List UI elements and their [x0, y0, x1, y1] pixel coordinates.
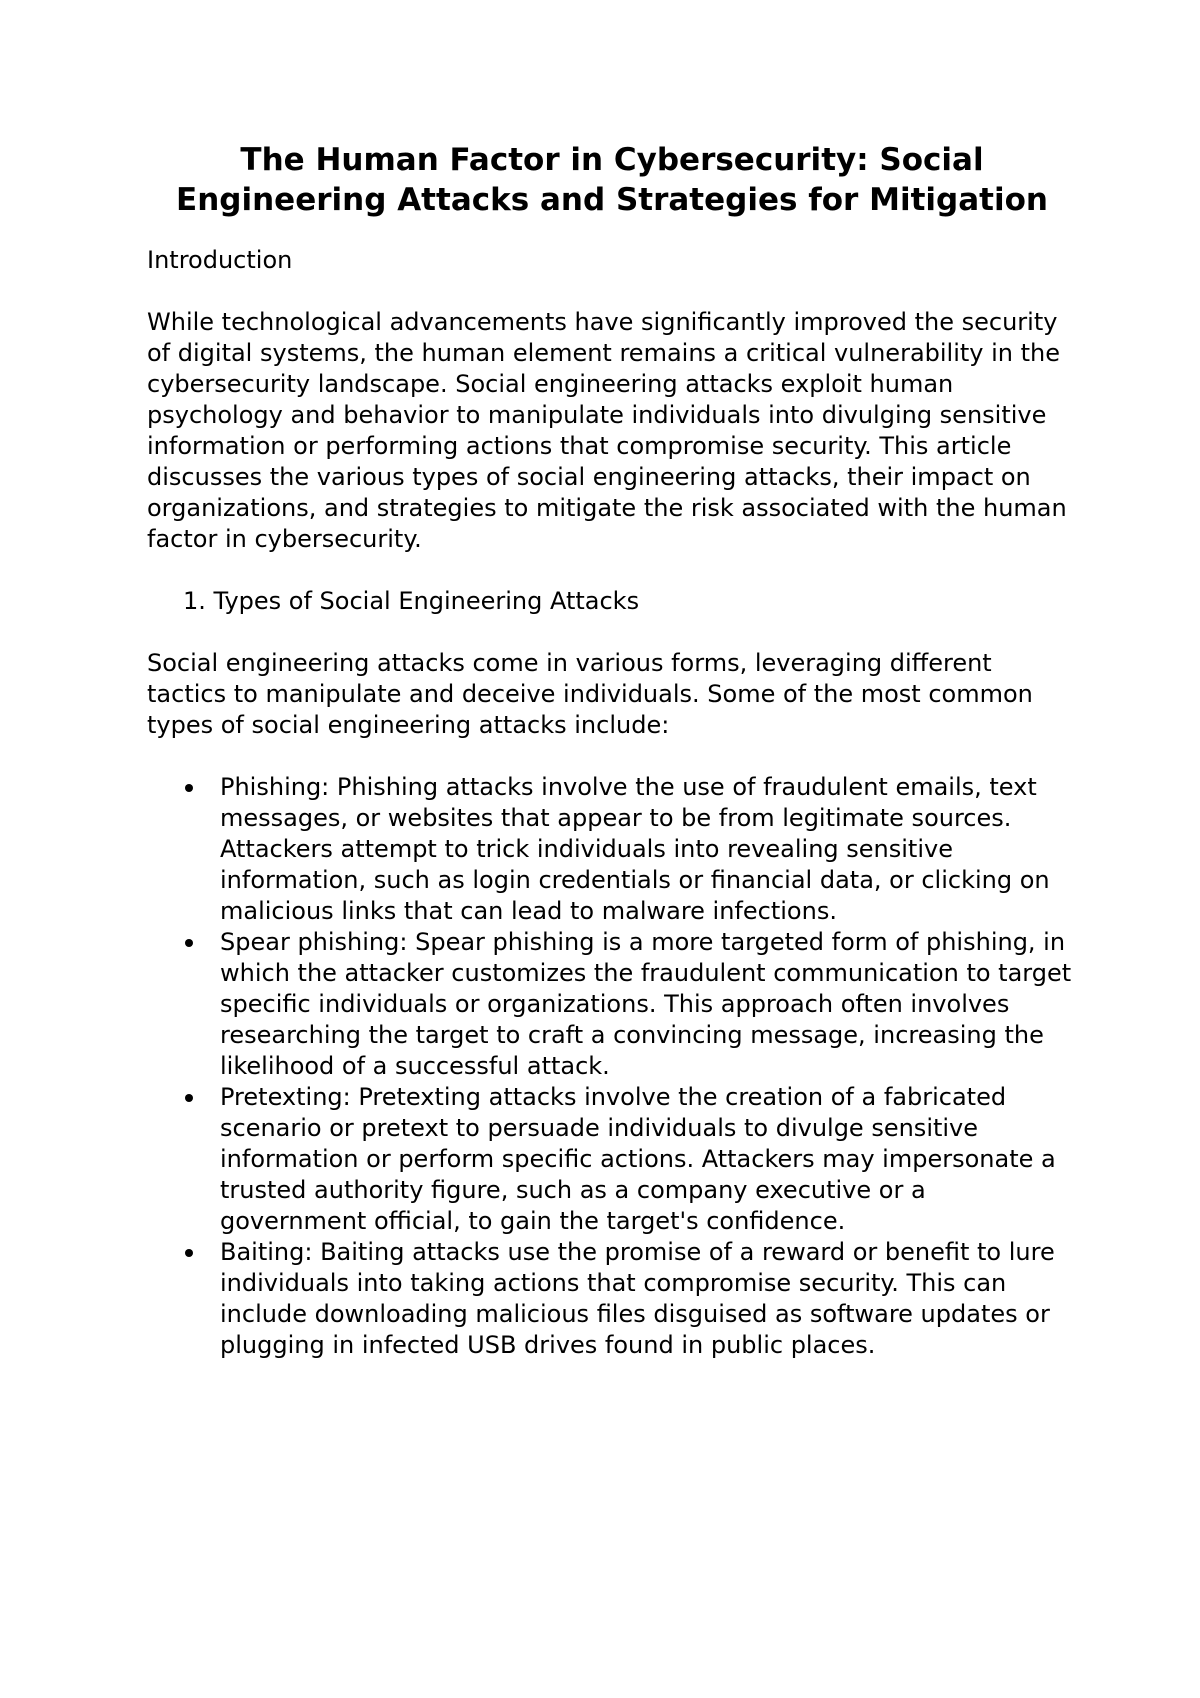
bullet-icon — [185, 784, 193, 792]
bullet-icon — [185, 1094, 193, 1102]
bullet-icon — [185, 1249, 193, 1257]
section-heading: 1. Types of Social Engineering Attacks — [183, 587, 640, 615]
list-item-text: Pretexting: Pretexting attacks involve the creation of a fabricated scenario or pretext to persuade individuals to divulge sensitive information or perform specific actions. Attackers may impersonate a trusted authority figure, such as a company executive or a government official, to gain the target's confidence. — [220, 1083, 1056, 1235]
bullet-list — [147, 772, 1077, 1361]
list-item — [147, 772, 1077, 927]
list-item — [147, 1082, 1077, 1237]
section-paragraph: Social engineering attacks come in various forms, leveraging different tactics to manipulate and deceive individuals. Some of the most common types of social engineering attacks include: — [147, 649, 1033, 739]
list-item-text: Phishing: Phishing attacks involve the use of fraudulent emails, text messages, or websites that appear to be from legitimate sources. Attackers attempt to trick individuals into revealing sensitive information, such as login credentials or financial data, or clicking on malicious links that can lead to malware infections. — [220, 773, 1050, 925]
document-content — [147, 140, 1077, 1361]
list-item — [147, 1237, 1077, 1361]
list-item — [147, 927, 1077, 1082]
list-item-text: Baiting: Baiting attacks use the promise of a reward or benefit to lure individuals into taking actions that compromise security. This can include downloading malicious files disguised as software updates or plugging in infected USB drives found in public places. — [220, 1238, 1055, 1359]
intro-heading: Introduction — [147, 246, 293, 274]
bullet-icon — [185, 939, 193, 947]
document-title: The Human Factor in Cybersecurity: Social Engineering Attacks and Strategies for Mitigation — [176, 142, 1048, 218]
section-list — [147, 586, 1077, 617]
list-item-text: Spear phishing: Spear phishing is a more targeted form of phishing, in which the attacker customizes the fraudulent communication to target specific individuals or organizations. This approach often involves researching the target to craft a convincing message, increasing the likelihood of a successful attack. — [220, 928, 1072, 1080]
intro-paragraph: While technological advancements have significantly improved the security of digital systems, the human element remains a critical vulnerability in the cybersecurity landscape. Social engineering attacks exploit human psychology and behavior to manipulate individuals into divulging sensitive information or performing actions that compromise security. This article discusses the various types of social engineering attacks, their impact on organizations, and strategies to mitigate the risk associated with the human factor in cybersecurity. — [147, 308, 1067, 553]
